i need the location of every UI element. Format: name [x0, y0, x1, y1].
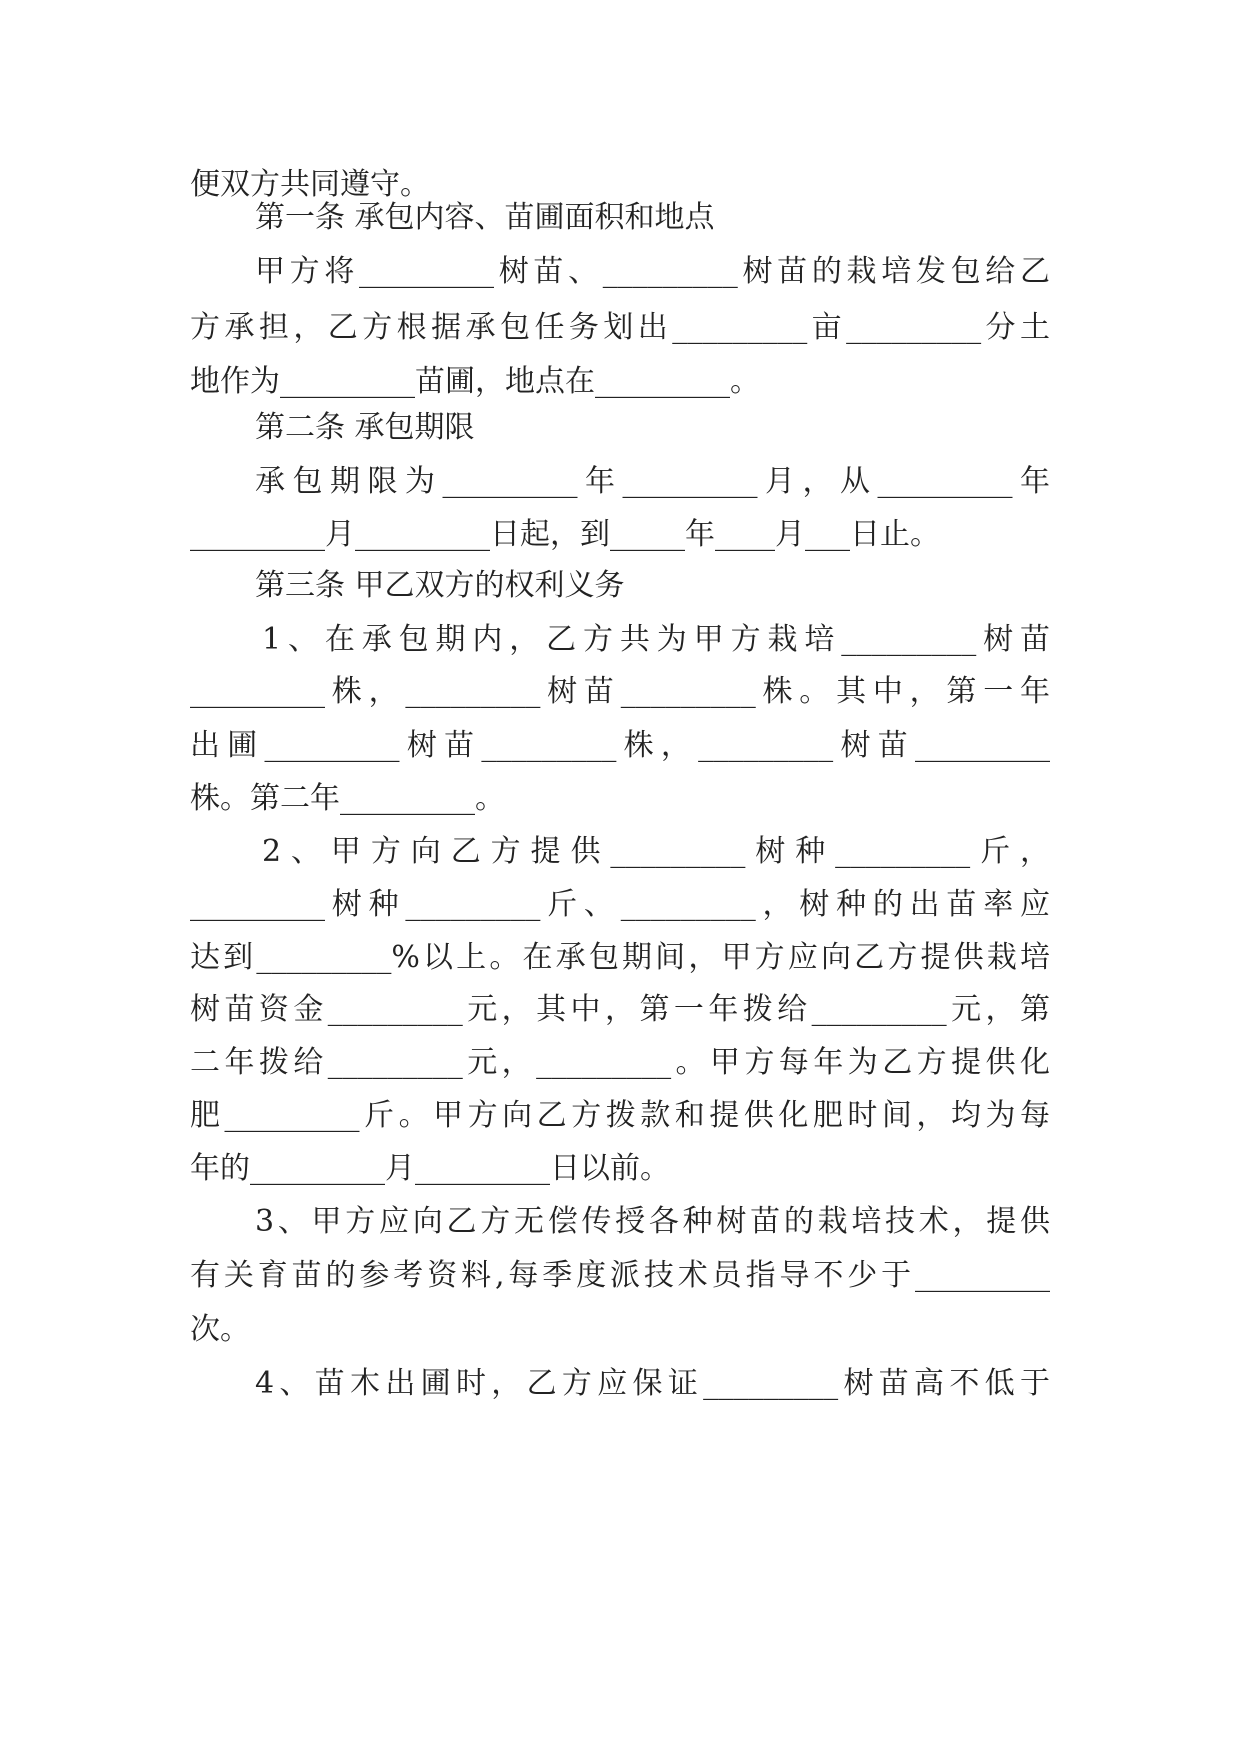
text-line: 二年拨给_________元，_________。甲方每年为乙方提供化 — [190, 1045, 1050, 1080]
text-line: 肥_________斤。甲方向乙方拨款和提供化肥时间，均为每 — [190, 1098, 1050, 1133]
section-heading-3: 第三条 甲乙双方的权利义务 — [255, 568, 625, 603]
text-line: 方承担，乙方根据承包任务划出_________亩_________分土 — [190, 310, 1050, 345]
text-line: _________树种_________斤、_________，树种的出苗率应 — [190, 887, 1050, 922]
section-heading-2: 第二条 承包期限 — [255, 410, 475, 445]
text-line: 承包期限为_________年_________月，从_________年 — [255, 464, 1050, 499]
text-line: 甲方将_________树苗、_________树苗的栽培发包给乙 — [255, 254, 1050, 289]
text-line: 出圃_________树苗_________株，_________树苗_________ — [190, 728, 1050, 763]
text-line: 3、甲方应向乙方无偿传授各种树苗的栽培技术，提供 — [255, 1204, 1050, 1239]
text-line: 树苗资金_________元，其中，第一年拨给_________元，第 — [190, 992, 1050, 1027]
text-line: 株。第二年_________。 — [190, 781, 505, 816]
section-heading-1: 第一条 承包内容、苗圃面积和地点 — [255, 200, 715, 235]
text-line: 次。 — [190, 1312, 250, 1347]
text-line: 有关育苗的参考资料,每季度派技术员指导不少于_________ — [190, 1258, 1050, 1293]
text-line: _________株，_________树苗_________株。其中，第一年 — [190, 674, 1050, 709]
text-line: _________月_________日起，到_____年____月___日止。 — [190, 517, 940, 552]
text-line: 达到_________%以上。在承包期间，甲方应向乙方提供栽培 — [190, 940, 1050, 975]
text-line: 2、甲方向乙方提供_________树种_________斤， — [262, 834, 1050, 869]
text-line: 便双方共同遵守。 — [190, 167, 430, 202]
text-line: 年的_________月_________日以前。 — [190, 1151, 670, 1186]
text-line: 4、苗木出圃时，乙方应保证_________树苗高不低于 — [255, 1366, 1050, 1401]
text-line: 1、在承包期内，乙方共为甲方栽培_________树苗 — [262, 622, 1050, 657]
text-line: 地作为_________苗圃，地点在_________。 — [190, 364, 760, 399]
